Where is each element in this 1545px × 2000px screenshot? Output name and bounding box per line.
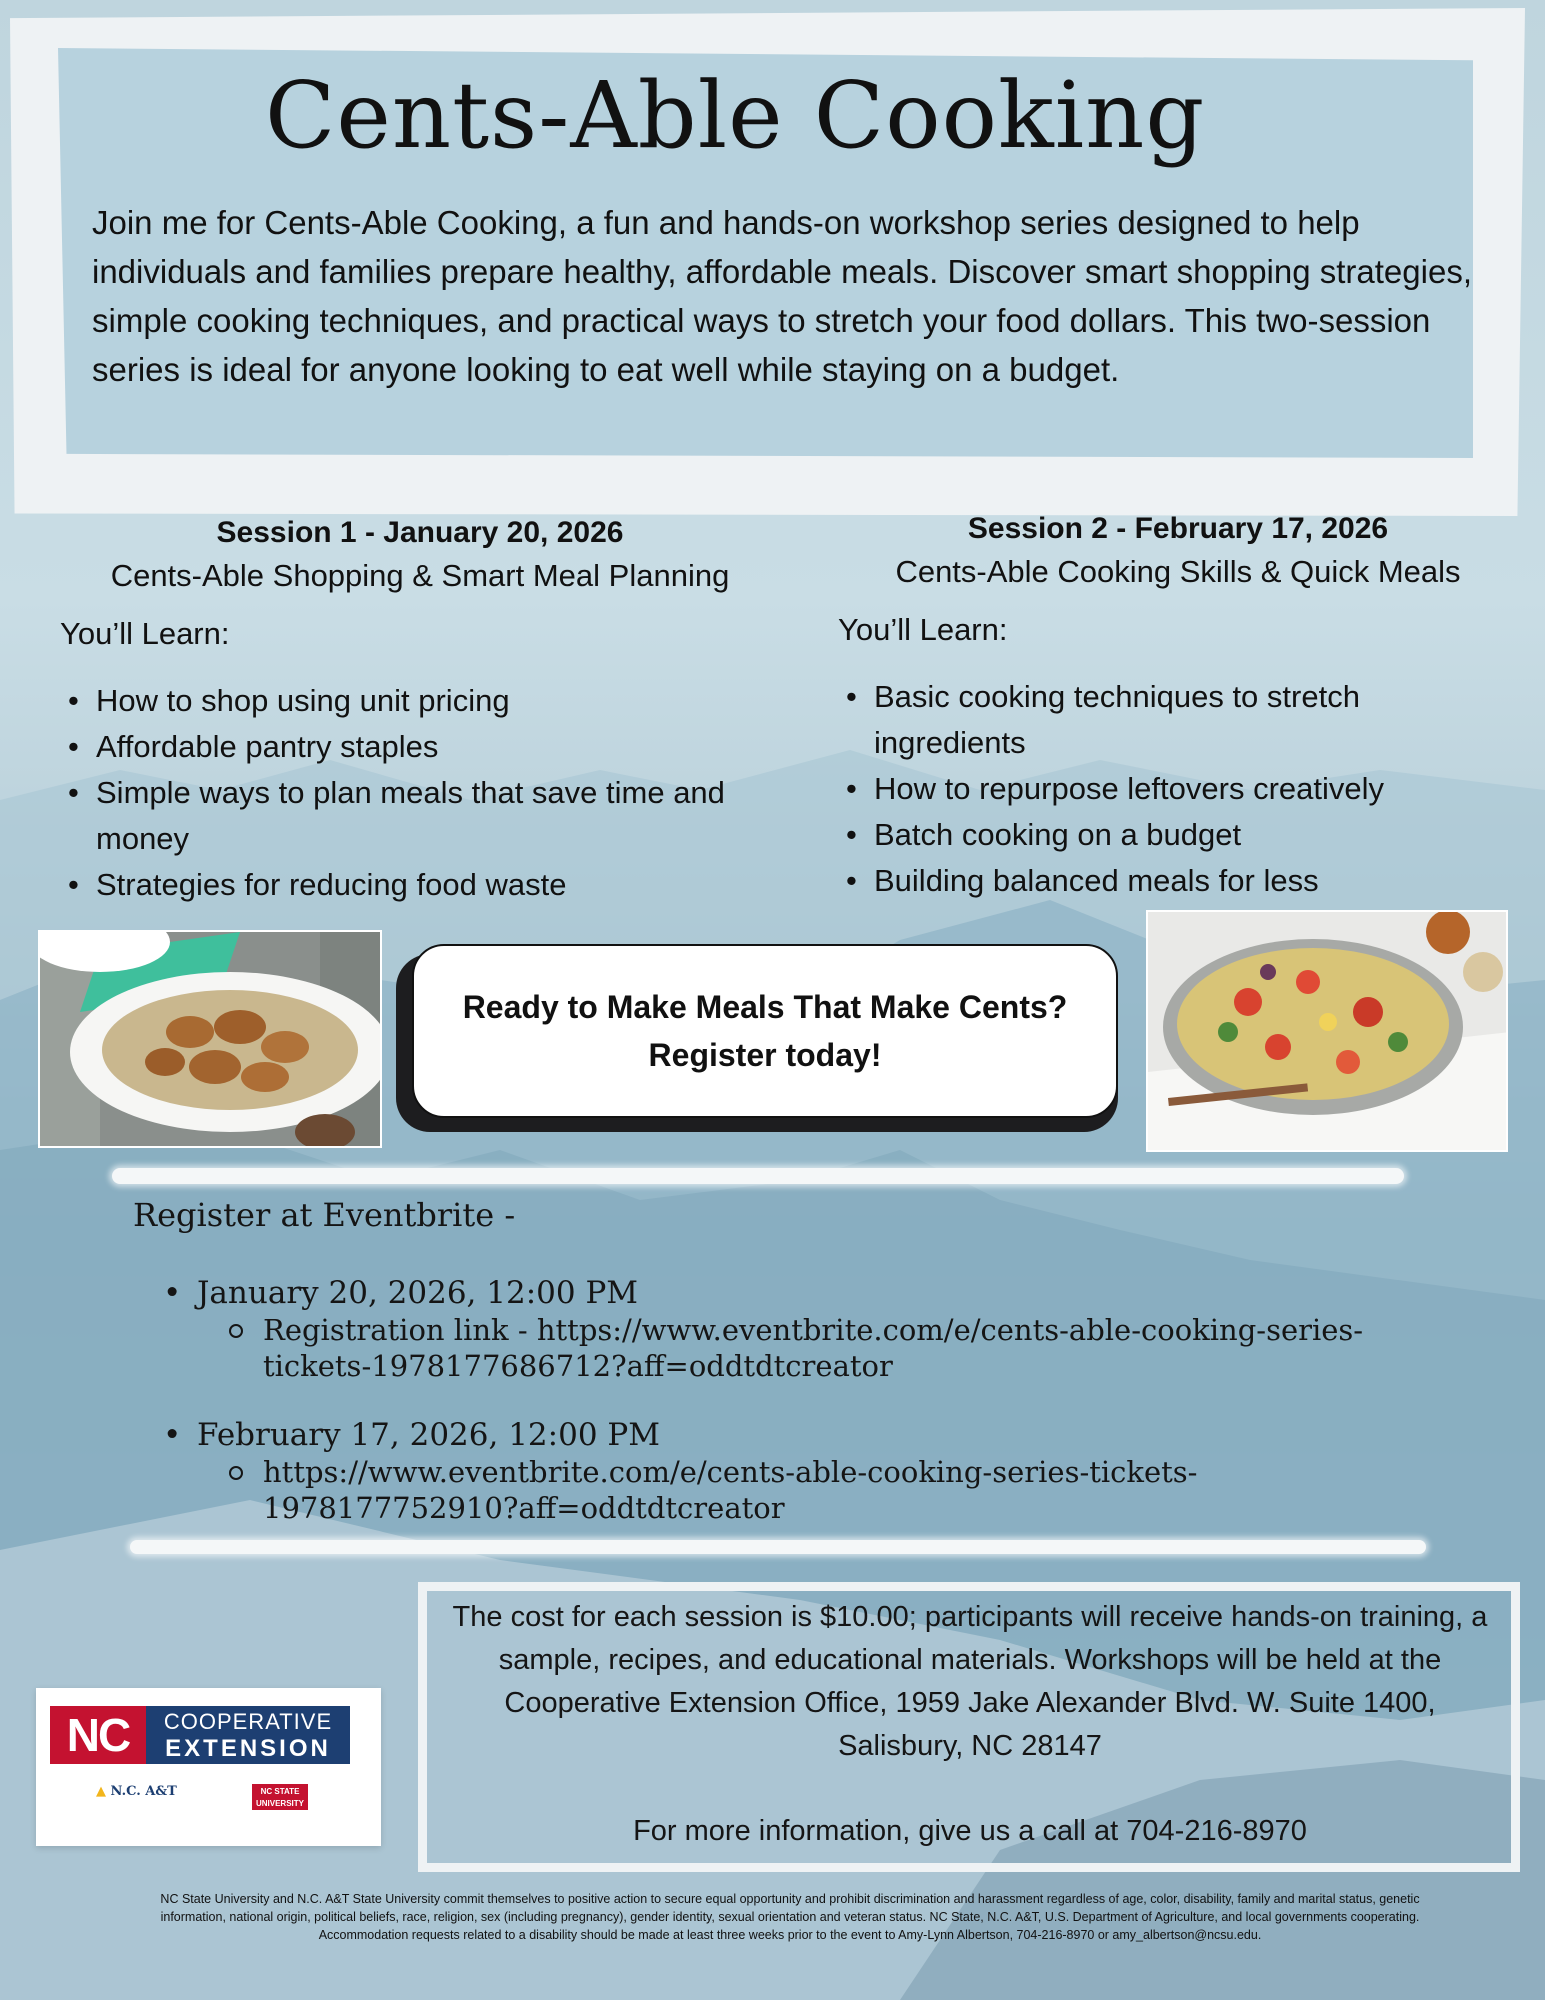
- list-item: • Simple ways to plan meals that save time and money: [60, 770, 780, 862]
- list-item: [133, 1274, 1433, 1384]
- pasta-salad-photo: [1146, 910, 1508, 1152]
- session-2-heading: Session 2 - February 17, 2026: [967, 512, 1389, 545]
- page-title: Cents-Able Cooking: [265, 62, 1206, 169]
- list-item: • Basic cooking techniques to stretch ingredients: [838, 674, 1418, 766]
- cost-box: [450, 1596, 1490, 1853]
- registration-link[interactable]: Registration link - https://www.eventbrite.com/e/cents-able-cooking-series-tickets-1978177686712?aff=oddtdtcreator: [133, 1312, 1433, 1384]
- logo-extension-block: [146, 1706, 350, 1764]
- session-1: [60, 516, 780, 908]
- footer-accommodation: Accommodation requests related to a disability should be made at least three weeks prior to the event to Amy-Lynn Albertson, 704-216-8970 or amy_albertson@ncsu.edu.: [318, 1928, 1262, 1942]
- session-1-heading: Session 1 - January 20, 2026: [216, 516, 624, 549]
- session-1-learn-label: You’ll Learn:: [60, 616, 230, 651]
- register-event-list: [133, 1274, 1433, 1526]
- divider-top: [112, 1168, 1404, 1184]
- list-item: • How to shop using unit pricing: [60, 678, 780, 724]
- register-heading: Register at Eventbrite -: [133, 1196, 516, 1234]
- aggie-icon: ▲: [96, 1784, 106, 1799]
- list-item: • Strategies for reducing food waste: [60, 862, 780, 908]
- event-date: • January 20, 2026, 12:00 PM: [133, 1274, 1433, 1312]
- intro-paragraph: Join me for Cents-Able Cooking, a fun and hands-on workshop series designed to help individuals and families prepare healthy, affordable meals. Discover smart shopping strategies, simple cooking techniques, and practical ways to stretch your food dollars. This two-session series is ideal for anyone looking to eat well while staying on a budget.: [92, 204, 1472, 388]
- ncstate-logo: NC STATE UNIVERSITY: [252, 1784, 308, 1810]
- cooperative-extension-logo: [36, 1688, 381, 1846]
- logo-line-1: COOPERATIVE: [163, 1709, 333, 1734]
- ncat-logo: ▲ N.C. A&T: [96, 1784, 177, 1799]
- chicken-dish-photo: [38, 930, 382, 1148]
- register-section: [133, 1196, 1433, 1526]
- list-item: • How to repurpose leftovers creatively: [838, 766, 1418, 812]
- legal-footer: [140, 1890, 1440, 1944]
- list-item: • Batch cooking on a budget: [838, 812, 1418, 858]
- session-1-subtitle: Cents-Able Shopping & Smart Meal Planning: [110, 558, 730, 593]
- cta-line-2: Register today!: [648, 1037, 882, 1073]
- logo-nc-block: NC: [50, 1706, 146, 1764]
- list-item: • Building balanced meals for less: [838, 858, 1418, 904]
- list-item: [133, 1416, 1433, 1526]
- session-2-learn-label: You’ll Learn:: [838, 612, 1008, 647]
- footer-nondiscrimination: NC State University and N.C. A&T State University commit themselves to positive action to secure equal opportunity and prohibit discrimination and harassment regardless of age, color, disability, family and marital status, genetic information, national origin, political beliefs, race, religion, sex (including pregnancy), gender identity, sexual orientation and veteran status. NC State, N.C. A&T, U.S. Department of Agriculture, and local governments cooperating.: [160, 1892, 1420, 1924]
- cost-description: The cost for each session is $10.00; participants will receive hands-on training, a sample, recipes, and educational materials. Workshops will be held at the Cooperative Extension Office, 1959 Jake Alexander Blvd. W. Suite 1400, Salisbury, NC 28147: [452, 1601, 1488, 1762]
- divider-bottom: [130, 1540, 1426, 1554]
- session-1-list: [60, 678, 780, 908]
- list-item: • Affordable pantry staples: [60, 724, 780, 770]
- cta-line-1: Ready to Make Meals That Make Cents?: [462, 989, 1068, 1025]
- session-2-subtitle: Cents-Able Cooking Skills & Quick Meals: [895, 554, 1461, 589]
- register-cta-box[interactable]: [412, 944, 1118, 1118]
- contact-info: For more information, give us a call at 704-216-8970: [633, 1815, 1307, 1847]
- logo-line-2: EXTENSION: [165, 1735, 331, 1762]
- registration-link[interactable]: https://www.eventbrite.com/e/cents-able-cooking-series-tickets-1978177752910?aff=oddtdtcreator: [133, 1454, 1433, 1526]
- session-2: [838, 512, 1518, 904]
- session-2-list: [838, 674, 1418, 904]
- event-date: • February 17, 2026, 12:00 PM: [133, 1416, 1433, 1454]
